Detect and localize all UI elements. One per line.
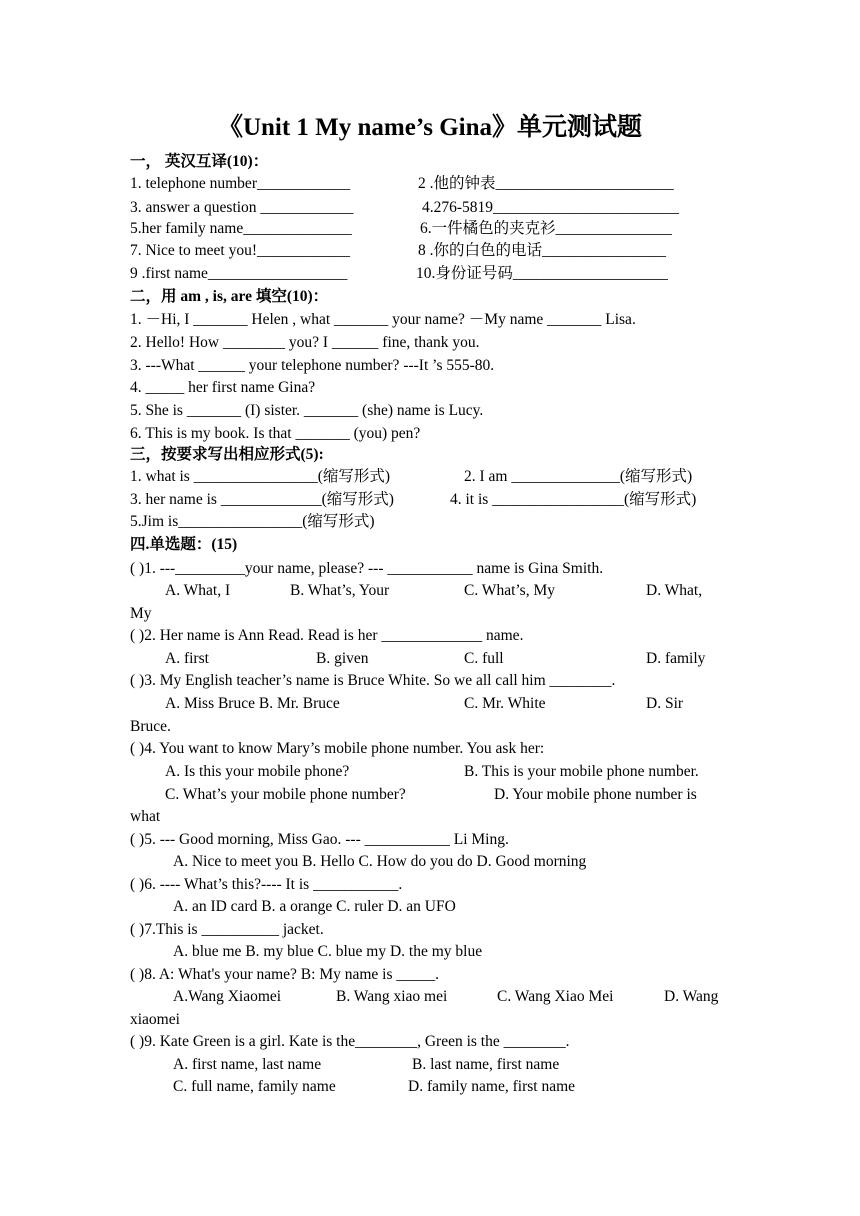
section-2-heading: 二，用 am , is, are 填空(10)： — [130, 288, 329, 305]
q8-option-a: A.Wang Xiaomei — [173, 988, 282, 1005]
q1-option-a: A. What, I — [165, 582, 231, 599]
q8-option-c: C. Wang Xiao Mei — [497, 988, 614, 1005]
q9-option-b: B. last name, first name — [412, 1056, 560, 1073]
s2-item-3: 3. ---What ______ your telephone number? ---It ’s 555-80. — [130, 357, 495, 374]
s3-item-3: 3. her name is _____________(缩写形式) — [130, 491, 394, 508]
q3-option-ab: A. Miss Bruce B. Mr. Bruce — [165, 695, 340, 712]
q2-option-d: D. family — [646, 650, 706, 667]
q1-option-d-wrap: My — [130, 605, 152, 622]
s2-item-2: 2. Hello! How ________ you? I ______ fine, thank you. — [130, 334, 480, 351]
s2-item-6: 6. This is my book. Is that _______ (you) pen? — [130, 425, 421, 442]
q3-option-c: C. Mr. White — [464, 695, 546, 712]
s1-item-9: 9 .first name__________________ — [130, 265, 348, 282]
q8-option-b: B. Wang xiao mei — [336, 988, 448, 1005]
s1-item-3: 3. answer a question ____________ — [130, 199, 354, 216]
section-4-heading: 四.单选题：(15) — [130, 536, 238, 553]
q5-stem: ( )5. --- Good morning, Miss Gao. --- ___________ Li Ming. — [130, 831, 509, 848]
q8-stem: ( )8. A: What's your name? B: My name is _____. — [130, 966, 440, 983]
s1-item-1: 1. telephone number____________ — [130, 175, 350, 192]
s2-item-1: 1. －Hi, I _______ Helen , what _______ your name? －My name _______ Lisa. — [130, 311, 636, 328]
s1-item-7: 7. Nice to meet you!____________ — [130, 242, 350, 259]
s1-item-8: 8 .你的白色的电话________________ — [418, 242, 667, 259]
q3-option-d-wrap: Bruce. — [130, 718, 171, 735]
q4-option-d-wrap: what — [130, 808, 161, 825]
s1-item-4: 4.276-5819________________________ — [422, 199, 680, 216]
s1-item-5: 5.her family name______________ — [130, 220, 352, 237]
q2-stem: ( )2. Her name is Ann Read. Read is her _____________ name. — [130, 627, 524, 644]
q1-option-d: D. What, — [646, 582, 703, 599]
s2-item-5: 5. She is _______ (I) sister. _______ (she) name is Lucy. — [130, 402, 484, 419]
q4-stem: ( )4. You want to know Mary’s mobile phone number. You ask her: — [130, 740, 545, 757]
q9-stem: ( )9. Kate Green is a girl. Kate is the________, Green is the ________. — [130, 1033, 570, 1050]
q4-option-d: D. Your mobile phone number is — [494, 786, 697, 803]
q9-option-d: D. family name, first name — [408, 1078, 576, 1095]
s1-item-10: 10.身份证号码____________________ — [416, 265, 668, 282]
q9-option-a: A. first name, last name — [173, 1056, 322, 1073]
s1-item-2: 2 .他的钟表_______________________ — [418, 175, 674, 192]
s3-item-2: 2. I am ______________(缩写形式) — [464, 468, 693, 485]
s3-item-4: 4. it is _________________(缩写形式) — [450, 491, 697, 508]
page-title: 《Unit 1 My name’s Gina》单元测试题 — [217, 114, 643, 141]
section-1-heading: 一， 英汉互译(10)： — [130, 153, 269, 170]
q3-stem: ( )3. My English teacher’s name is Bruce White. So we all call him ________. — [130, 672, 616, 689]
q4-option-a: A. Is this your mobile phone? — [165, 763, 350, 780]
q7-options: A. blue me B. my blue C. blue my D. the my blue — [173, 943, 483, 960]
q1-stem: ( )1. ---_________your name, please? --- ___________ name is Gina Smith. — [130, 560, 604, 577]
q3-option-d: D. Sir — [646, 695, 684, 712]
q4-option-b: B. This is your mobile phone number. — [464, 763, 699, 780]
s3-item-5: 5.Jim is________________(缩写形式) — [130, 513, 375, 530]
section-3-heading: 三，按要求写出相应形式(5): — [130, 446, 324, 463]
q2-option-c: C. full — [464, 650, 504, 667]
q1-option-c: C. What’s, My — [464, 582, 555, 599]
q7-stem: ( )7.This is __________ jacket. — [130, 921, 324, 938]
s3-item-1: 1. what is ________________(缩写形式) — [130, 468, 391, 485]
q6-stem: ( )6. ---- What’s this?---- It is ___________. — [130, 876, 403, 893]
q9-option-c: C. full name, family name — [173, 1078, 336, 1095]
q8-option-d: D. Wang — [664, 988, 719, 1005]
q8-option-d-wrap: xiaomei — [130, 1011, 180, 1028]
q2-option-a: A. first — [165, 650, 209, 667]
s1-item-6: 6.一件橘色的夹克衫_______________ — [420, 220, 672, 237]
q4-option-c: C. What’s your mobile phone number? — [165, 786, 406, 803]
s2-item-4: 4. _____ her first name Gina? — [130, 379, 316, 396]
q5-options: A. Nice to meet you B. Hello C. How do you do D. Good morning — [173, 853, 587, 870]
q2-option-b: B. given — [316, 650, 369, 667]
q1-option-b: B. What’s, Your — [290, 582, 390, 599]
q6-options: A. an ID card B. a orange C. ruler D. an UFO — [173, 898, 456, 915]
